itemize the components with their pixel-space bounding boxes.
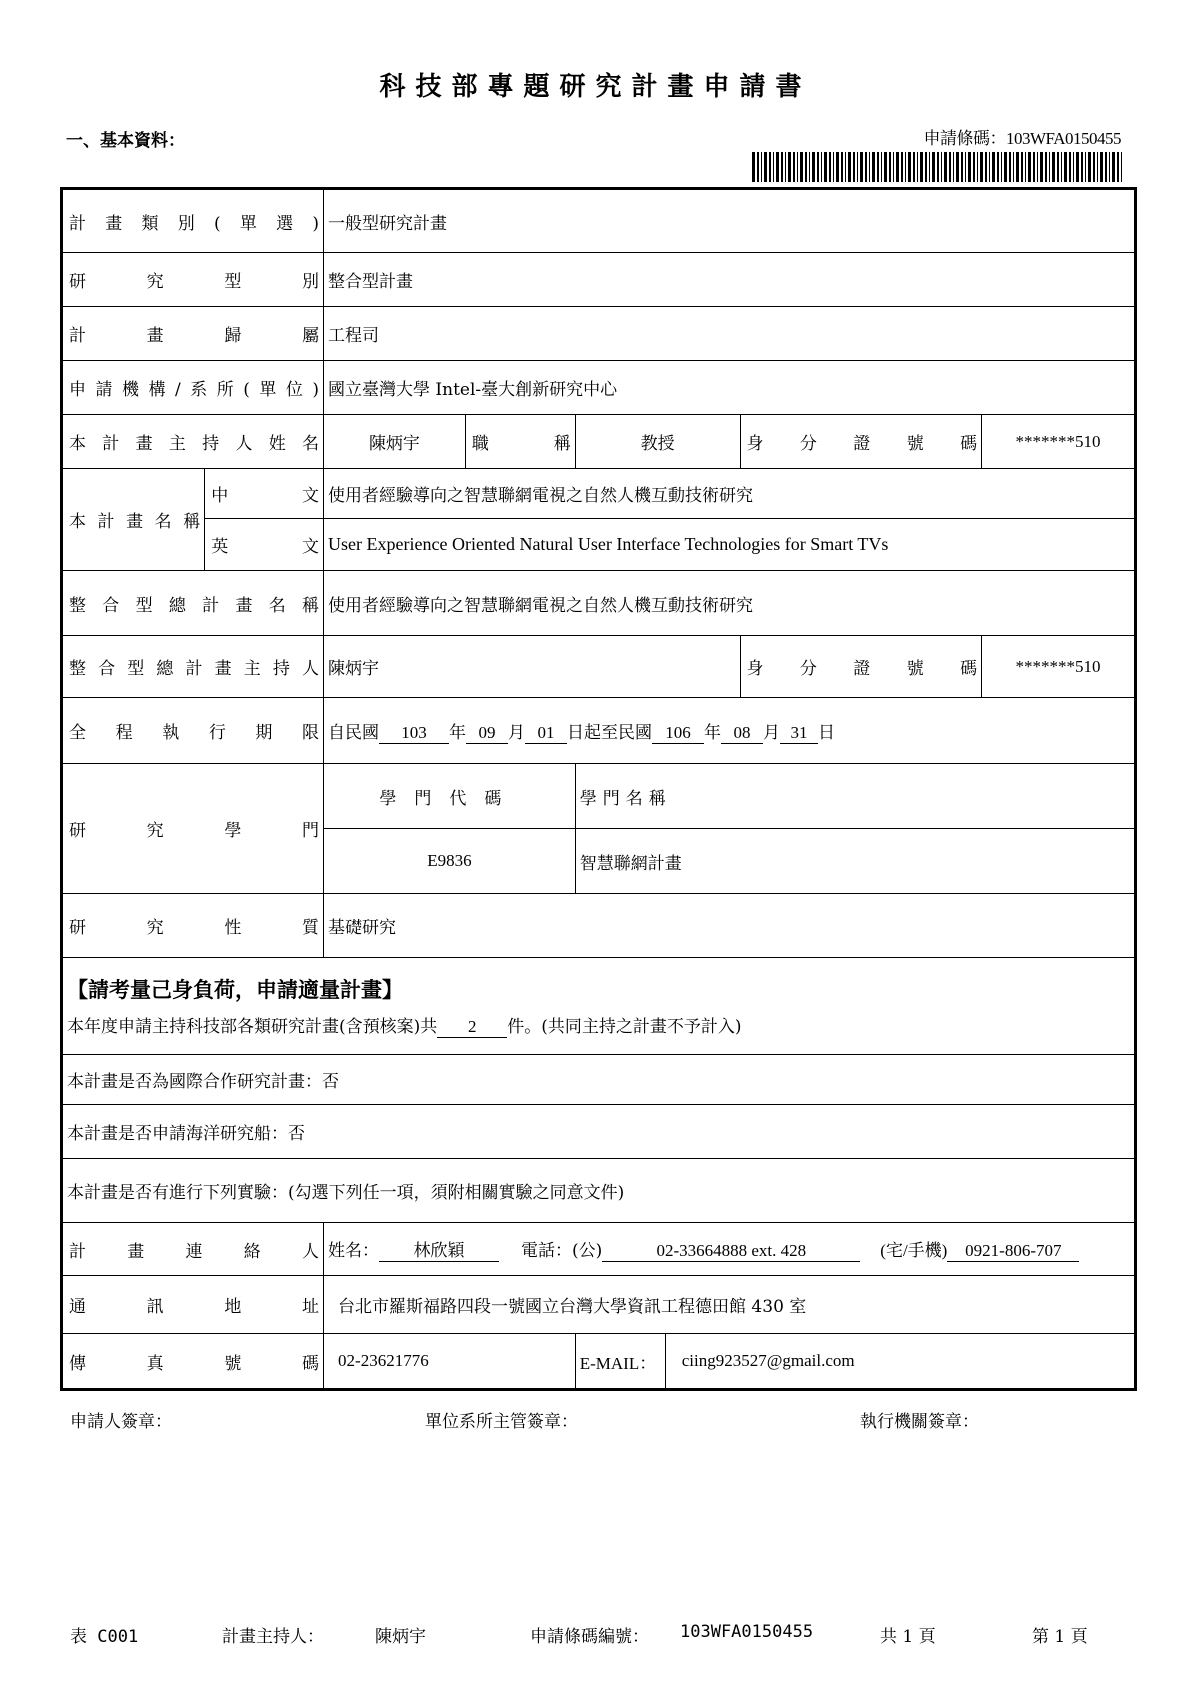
- row-load: [62, 958, 1136, 1055]
- affiliation-label: 計畫歸屬: [62, 307, 324, 361]
- discipline-code: E9836: [324, 829, 576, 894]
- application-code-value: 103WFA0150455: [1005, 129, 1121, 148]
- section-heading: 一、基本資料：: [66, 131, 185, 151]
- row-affiliation: [62, 307, 1136, 361]
- application-code-label: 申請條碼：: [923, 129, 1006, 148]
- discipline-name-header: 學門名稱: [575, 764, 1135, 829]
- load-cell: [62, 958, 1136, 1055]
- period-prefix: 自民國: [328, 722, 380, 743]
- nature-value: 基礎研究: [324, 894, 1136, 958]
- institution-label: 申請機構/系所(單位): [62, 361, 324, 415]
- row-category: [62, 189, 1136, 253]
- row-integrated-name: [62, 571, 1136, 636]
- period-suffix: 日: [818, 722, 836, 743]
- address-label: 通訊地址: [62, 1276, 324, 1334]
- contact-name-label: 姓名：: [328, 1241, 380, 1261]
- applicant-signature-label: 申請人簽章：: [70, 1412, 172, 1432]
- row-research-type: [62, 253, 1136, 307]
- row-fax: [62, 1334, 1136, 1390]
- pi-title-label: 職稱: [465, 415, 575, 469]
- research-type-value: 整合型計畫: [324, 253, 1136, 307]
- period-month-unit: 月: [508, 722, 526, 743]
- period-year-unit-2: 年: [704, 722, 722, 743]
- row-nature: [62, 894, 1136, 958]
- row-institution: [62, 361, 1136, 415]
- contact-label: 計畫連絡人: [62, 1223, 324, 1276]
- end-month: 08: [721, 723, 763, 744]
- project-name-zh-label: 中文: [205, 469, 324, 519]
- fax-label: 傳真號碼: [62, 1334, 324, 1390]
- footer-code-label: 申請條碼編號：: [530, 1627, 649, 1647]
- pi-id-value: *******510: [982, 415, 1136, 469]
- integrated-pi-id-label: 身分證號碼: [740, 636, 982, 698]
- institution-value: 國立臺灣大學 Intel-臺大創新研究中心: [324, 361, 1136, 415]
- contact-phone: 02-33664888 ext. 428: [602, 1241, 860, 1262]
- experiments-text: 本計畫是否有進行下列實驗：(勾選下列任一項，須附相關實驗之同意文件): [62, 1159, 1136, 1223]
- category-label: 計畫類別(單選): [62, 189, 324, 253]
- end-year: 106: [652, 723, 704, 744]
- contact-mobile-label: (宅/手機): [880, 1241, 948, 1260]
- page-title: 科技部專題研究計畫申請書: [379, 72, 812, 102]
- footer-total-pages: 共 1 頁: [880, 1627, 936, 1647]
- email-value: ciing923527@gmail.com: [665, 1334, 1135, 1390]
- contact-value: [324, 1223, 1136, 1276]
- row-project-name-en: [62, 519, 1136, 571]
- contact-mobile: 0921-806-707: [947, 1241, 1079, 1262]
- affiliation-value: 工程司: [324, 307, 1136, 361]
- nature-label: 研究性質: [62, 894, 324, 958]
- period-year-unit: 年: [449, 722, 467, 743]
- period-label: 全程執行期限: [62, 698, 324, 764]
- application-code: [923, 124, 1121, 149]
- load-heading: 【請考量己身負荷，申請適量計畫】: [67, 977, 403, 1002]
- row-project-name-zh: [62, 469, 1136, 519]
- row-intl: [62, 1055, 1136, 1105]
- period-month-unit-2: 月: [763, 722, 781, 743]
- footer-form-number: 表 C001: [70, 1627, 139, 1647]
- footer-pi-label: 計畫主持人：: [222, 1627, 324, 1647]
- start-year: 103: [379, 723, 449, 744]
- integrated-name-value: 使用者經驗導向之智慧聯網電視之自然人機互動技術研究: [324, 571, 1136, 636]
- row-integrated-pi: [62, 636, 1136, 698]
- address-value: 台北市羅斯福路四段一號國立台灣大學資訊工程德田館 430 室: [324, 1276, 1136, 1334]
- contact-phone-label: 電話：(公): [521, 1241, 603, 1261]
- integrated-pi-name: 陳炳宇: [324, 636, 740, 698]
- start-month: 09: [466, 723, 508, 744]
- pi-name: 陳炳宇: [324, 415, 466, 469]
- email-label: E-MAIL：: [575, 1334, 665, 1390]
- application-form-table: [60, 187, 1137, 1391]
- footer-pi-name: 陳炳宇: [375, 1627, 426, 1647]
- load-count: 2: [437, 1017, 507, 1038]
- discipline-label: 研究學門: [62, 764, 324, 894]
- period-mid: 日起至民國: [567, 722, 653, 743]
- load-text-before: 本年度申請主持科技部各類研究計畫(含預核案)共: [67, 1017, 438, 1037]
- row-pi: [62, 415, 1136, 469]
- discipline-name: 智慧聯網計畫: [575, 829, 1135, 894]
- footer-code: 103WFA0150455: [680, 1622, 814, 1642]
- intl-text: 本計畫是否為國際合作研究計畫：否: [62, 1055, 1136, 1105]
- pi-label: 本計畫主持人姓名: [62, 415, 324, 469]
- footer-page-number: 第 1 頁: [1032, 1627, 1088, 1647]
- row-period: [62, 698, 1136, 764]
- pi-id-label: 身分證號碼: [740, 415, 982, 469]
- period-value: [324, 698, 1136, 764]
- integrated-pi-label: 整合型總計畫主持人: [62, 636, 324, 698]
- contact-name: 林欣穎: [379, 1236, 499, 1262]
- pi-title-value: 教授: [575, 415, 740, 469]
- dept-head-signature-label: 單位系所主管簽章：: [425, 1412, 578, 1432]
- institution-signature-label: 執行機關簽章：: [860, 1412, 979, 1432]
- project-name-en-label: 英文: [205, 519, 324, 571]
- row-experiments: [62, 1159, 1136, 1223]
- end-day: 31: [780, 723, 818, 744]
- discipline-code-header: 學門代碼: [324, 764, 576, 829]
- fax-value: 02-23621776: [324, 1334, 576, 1390]
- project-name-label: 本計畫名稱: [62, 469, 205, 571]
- integrated-pi-id-value: *******510: [982, 636, 1136, 698]
- row-address: [62, 1276, 1136, 1334]
- project-name-en-value: User Experience Oriented Natural User Interface Technologies for Smart TVs: [324, 519, 1136, 571]
- barcode-image: [752, 152, 1124, 182]
- project-name-zh-value: 使用者經驗導向之智慧聯網電視之自然人機互動技術研究: [324, 469, 1136, 519]
- row-discipline-header: [62, 764, 1136, 829]
- row-contact: [62, 1223, 1136, 1276]
- integrated-name-label: 整合型總計畫名稱: [62, 571, 324, 636]
- category-value: 一般型研究計畫: [324, 189, 1136, 253]
- start-day: 01: [525, 723, 567, 744]
- ship-text: 本計畫是否申請海洋研究船：否: [62, 1105, 1136, 1159]
- row-ship: [62, 1105, 1136, 1159]
- load-text-after: 件。(共同主持之計畫不予計入): [507, 1017, 742, 1037]
- research-type-label: 研究型別: [62, 253, 324, 307]
